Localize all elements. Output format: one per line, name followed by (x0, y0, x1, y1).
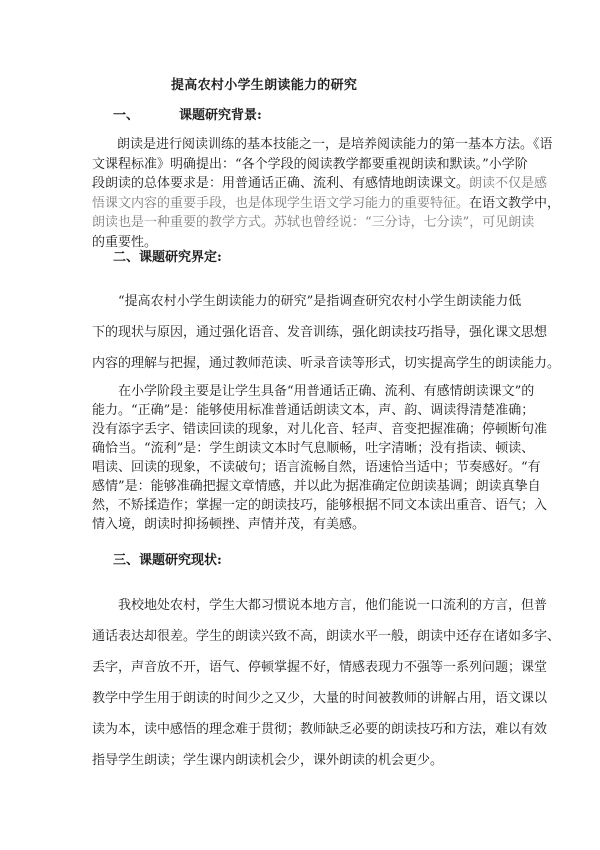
section1-line: 在语文教学中， (469, 195, 561, 211)
section2-line: 下的现状与原因，通过强化语音、发音训练，强化朗读技巧指导，强化课文思想 (92, 325, 548, 340)
section2-line: 情入境，朗读时抑扬顿挫、声情并茂，有美感。 (92, 517, 366, 532)
section1-line: 的重要性。 (92, 234, 158, 250)
section3-line: 通话表达却很差。学生的朗读兴致不高，朗读水平一般，朗读中还存在诸如多字、 (92, 629, 561, 644)
section2-line: 确恰当。“流利”是：学生朗读文本时气息顺畅，吐字清晰；没有指读、顿读、 (92, 441, 535, 456)
section2-paragraph-1 (92, 286, 561, 379)
section1-line: 文课程标准》明确提出：“各个学段的阅读教学都要重视朗读和默读。”小学阶 (92, 156, 528, 172)
section1-line: 朗读是进行阅读训练的基本技能之一，是培养阅读能力的第一基本方法。《语 (117, 137, 553, 152)
document-title: 提高农村小学生朗读能力的研究 (171, 78, 358, 93)
section2-line: “提高农村小学生朗读能力的研究”是指调查研究农村小学生朗读能力低 (118, 294, 522, 309)
section2-line: 在小学阶段主要是让学生具备“用普通话正确、流利、有感情朗读课文”的 (118, 384, 535, 399)
section3-paragraph (92, 590, 561, 776)
section2-paragraph-2 (92, 382, 548, 534)
section3-line: 读为本，读中感悟的理念难于贯彻；教师缺乏必要的朗读技巧和方法，难以有效 (92, 722, 548, 737)
section2-line: 唱读、回读的现象，不读破句；语言流畅自然，语速恰当适中；节奏感好。“有 (92, 460, 541, 475)
section3-line: 教学中学生用于朗读的时间少之又少，大量的时间被教师的讲解占用，语文课以 (92, 691, 548, 706)
section1-heading-text: 课题研究背景: (179, 108, 262, 123)
section2-line: 然，不矫揉造作；掌握一定的朗读技巧，能够根据不同文本读出重音、语气；入 (92, 498, 548, 513)
section3-line: 我校地处农村，学生大都习惯说本地方言，他们能说一口流利的方言，但普 (118, 598, 548, 613)
section2-line: 没有添字丢字、错读回读的现象，对儿化音、轻声、音变把握准确；停顿断句准 (92, 422, 548, 437)
section2-line: 能力。“正确”是：能够使用标准普通话朗读文本，声、韵、调读得清楚准确； (92, 403, 535, 418)
section1-line: 段朗读的总体要求是：用普通话正确、流利、有感情地朗读课文。 (92, 176, 470, 191)
section2-line: 感情”是：能够准确把握文章情感，并以此为据准确定位朗读基调；朗读真挚自 (92, 479, 541, 494)
section1-line-gray: 悟课文内容的重要手段，也是体现学生语文学习能力的重要特征。 (92, 195, 470, 211)
section3-line: 指导学生朗读；学生课内朗读机会少，课外朗读的机会更少。 (92, 753, 444, 768)
section1-line-gray: 朗读不仅是感 (469, 176, 548, 191)
section1-line-gray: 朗读也是一种重要的教学方式。苏轼也曾经说：“三分诗，七分读”，可见朗读 (92, 215, 535, 230)
section1-number: 一、 (113, 108, 140, 123)
section3-line: 丢字，声音放不开，语气、停顿掌握不好，情感表现力不强等一系列问题；课堂 (92, 660, 548, 675)
section1-paragraph (92, 135, 561, 252)
section3-heading: 三、课题研究现状: (113, 553, 222, 568)
section2-line: 内容的理解与把握，通过教师范读、听录音读等形式，切实提高学生的朗读能力。 (92, 356, 561, 371)
section1-heading (113, 104, 262, 123)
section2-heading: 二、课题研究界定: (113, 250, 222, 265)
